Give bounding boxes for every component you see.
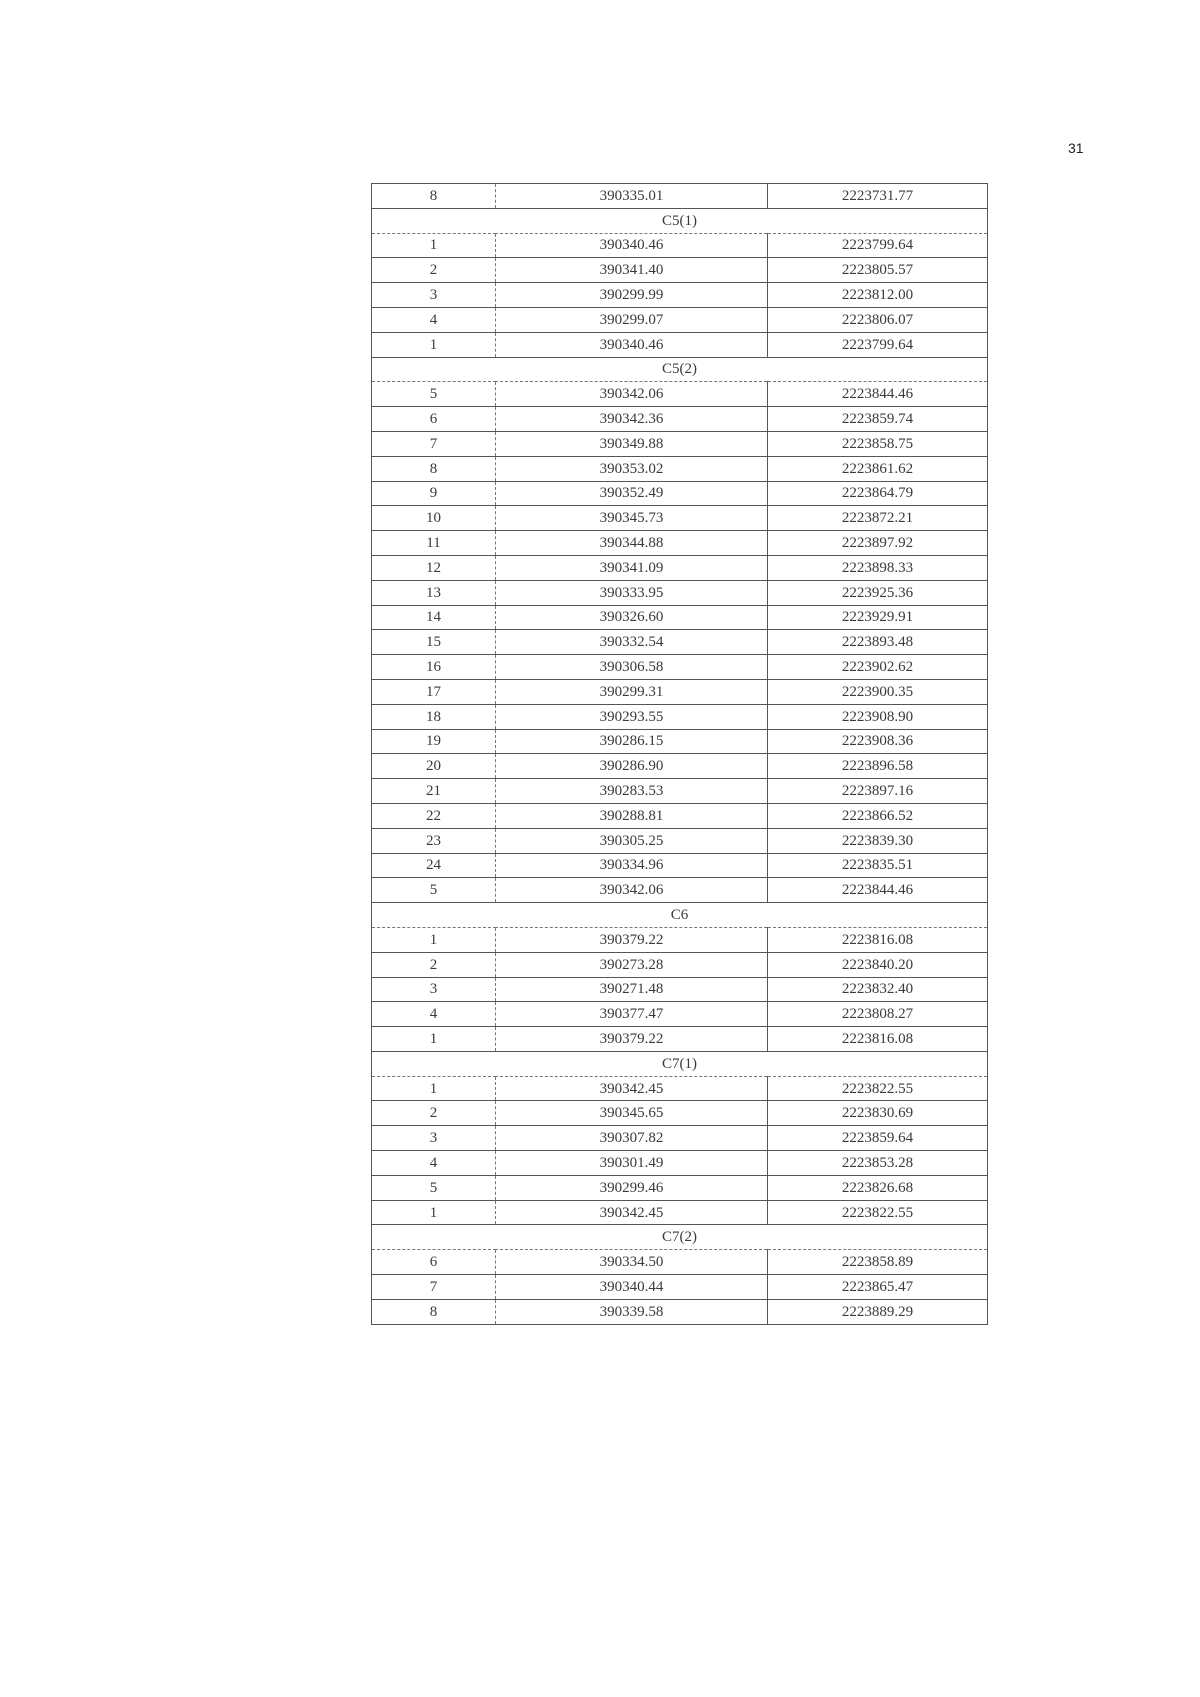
point-number-cell: 5 [372,878,496,903]
point-number-cell: 8 [372,456,496,481]
table-row [372,952,988,977]
table-row [372,506,988,531]
y-coordinate-cell: 2223864.79 [768,481,988,506]
point-number-cell: 7 [372,1275,496,1300]
y-coordinate-cell: 2223908.90 [768,704,988,729]
y-coordinate-cell: 2223872.21 [768,506,988,531]
y-coordinate-cell: 2223861.62 [768,456,988,481]
y-coordinate-cell: 2223858.75 [768,431,988,456]
point-number-cell: 9 [372,481,496,506]
table-row [372,977,988,1002]
y-coordinate-cell: 2223859.64 [768,1126,988,1151]
point-number-cell: 20 [372,754,496,779]
point-number-cell: 13 [372,580,496,605]
section-label: C5(1) [372,208,988,233]
y-coordinate-cell: 2223925.36 [768,580,988,605]
point-number-cell: 17 [372,679,496,704]
x-coordinate-cell: 390340.46 [496,332,768,357]
point-number-cell: 1 [372,1200,496,1225]
y-coordinate-cell: 2223865.47 [768,1275,988,1300]
x-coordinate-cell: 390299.46 [496,1175,768,1200]
table-row [372,382,988,407]
y-coordinate-cell: 2223822.55 [768,1200,988,1225]
y-coordinate-cell: 2223839.30 [768,828,988,853]
y-coordinate-cell: 2223835.51 [768,853,988,878]
table-row [372,555,988,580]
y-coordinate-cell: 2223859.74 [768,407,988,432]
coordinates-table-body [372,184,988,1325]
x-coordinate-cell: 390334.50 [496,1250,768,1275]
y-coordinate-cell: 2223816.08 [768,1027,988,1052]
y-coordinate-cell: 2223805.57 [768,258,988,283]
x-coordinate-cell: 390341.09 [496,555,768,580]
x-coordinate-cell: 390353.02 [496,456,768,481]
point-number-cell: 24 [372,853,496,878]
y-coordinate-cell: 2223840.20 [768,952,988,977]
section-header-row [372,208,988,233]
x-coordinate-cell: 390299.07 [496,307,768,332]
point-number-cell: 4 [372,1151,496,1176]
x-coordinate-cell: 390332.54 [496,630,768,655]
x-coordinate-cell: 390340.46 [496,233,768,258]
table-row [372,1126,988,1151]
x-coordinate-cell: 390299.31 [496,679,768,704]
x-coordinate-cell: 390342.45 [496,1200,768,1225]
table-row [372,803,988,828]
table-row [372,1200,988,1225]
point-number-cell: 3 [372,283,496,308]
y-coordinate-cell: 2223858.89 [768,1250,988,1275]
point-number-cell: 2 [372,1101,496,1126]
table-row [372,630,988,655]
x-coordinate-cell: 390379.22 [496,927,768,952]
table-row [372,184,988,209]
y-coordinate-cell: 2223799.64 [768,332,988,357]
table-row [372,481,988,506]
x-coordinate-cell: 390377.47 [496,1002,768,1027]
table-row [372,1002,988,1027]
point-number-cell: 22 [372,803,496,828]
x-coordinate-cell: 390286.90 [496,754,768,779]
point-number-cell: 1 [372,332,496,357]
table-row [372,1027,988,1052]
x-coordinate-cell: 390273.28 [496,952,768,977]
x-coordinate-cell: 390342.45 [496,1076,768,1101]
table-row [372,779,988,804]
y-coordinate-cell: 2223889.29 [768,1299,988,1324]
y-coordinate-cell: 2223893.48 [768,630,988,655]
y-coordinate-cell: 2223808.27 [768,1002,988,1027]
point-number-cell: 1 [372,1076,496,1101]
table-row [372,828,988,853]
table-row [372,1151,988,1176]
table-row [372,456,988,481]
table-row [372,878,988,903]
x-coordinate-cell: 390352.49 [496,481,768,506]
x-coordinate-cell: 390339.58 [496,1299,768,1324]
section-label: C6 [372,903,988,928]
x-coordinate-cell: 390345.65 [496,1101,768,1126]
y-coordinate-cell: 2223822.55 [768,1076,988,1101]
point-number-cell: 5 [372,382,496,407]
point-number-cell: 1 [372,1027,496,1052]
section-label: C7(1) [372,1051,988,1076]
point-number-cell: 23 [372,828,496,853]
point-number-cell: 3 [372,1126,496,1151]
point-number-cell: 4 [372,1002,496,1027]
x-coordinate-cell: 390342.06 [496,878,768,903]
point-number-cell: 3 [372,977,496,1002]
table-row [372,704,988,729]
y-coordinate-cell: 2223896.58 [768,754,988,779]
x-coordinate-cell: 390293.55 [496,704,768,729]
page-number: 31 [1068,140,1084,156]
x-coordinate-cell: 390283.53 [496,779,768,804]
section-header-row [372,1225,988,1250]
x-coordinate-cell: 390305.25 [496,828,768,853]
x-coordinate-cell: 390345.73 [496,506,768,531]
section-header-row [372,1051,988,1076]
x-coordinate-cell: 390334.96 [496,853,768,878]
x-coordinate-cell: 390307.82 [496,1126,768,1151]
x-coordinate-cell: 390344.88 [496,531,768,556]
table-row [372,531,988,556]
point-number-cell: 16 [372,655,496,680]
table-row [372,307,988,332]
point-number-cell: 6 [372,1250,496,1275]
point-number-cell: 21 [372,779,496,804]
table-row [372,1076,988,1101]
x-coordinate-cell: 390349.88 [496,431,768,456]
section-header-row [372,357,988,382]
y-coordinate-cell: 2223844.46 [768,382,988,407]
y-coordinate-cell: 2223866.52 [768,803,988,828]
point-number-cell: 15 [372,630,496,655]
x-coordinate-cell: 390340.44 [496,1275,768,1300]
point-number-cell: 1 [372,927,496,952]
point-number-cell: 1 [372,233,496,258]
table-row [372,1275,988,1300]
y-coordinate-cell: 2223897.92 [768,531,988,556]
table-row [372,655,988,680]
table-row [372,927,988,952]
x-coordinate-cell: 390326.60 [496,605,768,630]
table-row [372,431,988,456]
x-coordinate-cell: 390333.95 [496,580,768,605]
y-coordinate-cell: 2223897.16 [768,779,988,804]
table-row [372,1175,988,1200]
point-number-cell: 10 [372,506,496,531]
x-coordinate-cell: 390288.81 [496,803,768,828]
table-row [372,853,988,878]
table-row [372,754,988,779]
point-number-cell: 19 [372,729,496,754]
table-row [372,233,988,258]
y-coordinate-cell: 2223731.77 [768,184,988,209]
table-row [372,1299,988,1324]
point-number-cell: 11 [372,531,496,556]
point-number-cell: 18 [372,704,496,729]
x-coordinate-cell: 390379.22 [496,1027,768,1052]
y-coordinate-cell: 2223853.28 [768,1151,988,1176]
point-number-cell: 2 [372,258,496,283]
y-coordinate-cell: 2223812.00 [768,283,988,308]
y-coordinate-cell: 2223900.35 [768,679,988,704]
table-row [372,1101,988,1126]
y-coordinate-cell: 2223844.46 [768,878,988,903]
table-row [372,283,988,308]
y-coordinate-cell: 2223908.36 [768,729,988,754]
point-number-cell: 2 [372,952,496,977]
x-coordinate-cell: 390342.36 [496,407,768,432]
x-coordinate-cell: 390286.15 [496,729,768,754]
x-coordinate-cell: 390342.06 [496,382,768,407]
point-number-cell: 7 [372,431,496,456]
point-number-cell: 8 [372,184,496,209]
table-row [372,729,988,754]
point-number-cell: 12 [372,555,496,580]
x-coordinate-cell: 390271.48 [496,977,768,1002]
x-coordinate-cell: 390306.58 [496,655,768,680]
x-coordinate-cell: 390299.99 [496,283,768,308]
table-row [372,407,988,432]
y-coordinate-cell: 2223806.07 [768,307,988,332]
section-header-row [372,903,988,928]
table-row [372,258,988,283]
section-label: C7(2) [372,1225,988,1250]
section-label: C5(2) [372,357,988,382]
y-coordinate-cell: 2223898.33 [768,555,988,580]
point-number-cell: 6 [372,407,496,432]
table-row [372,1250,988,1275]
x-coordinate-cell: 390301.49 [496,1151,768,1176]
point-number-cell: 5 [372,1175,496,1200]
y-coordinate-cell: 2223902.62 [768,655,988,680]
point-number-cell: 14 [372,605,496,630]
y-coordinate-cell: 2223832.40 [768,977,988,1002]
x-coordinate-cell: 390341.40 [496,258,768,283]
y-coordinate-cell: 2223826.68 [768,1175,988,1200]
table-row [372,332,988,357]
y-coordinate-cell: 2223830.69 [768,1101,988,1126]
coordinates-table [371,183,988,1325]
x-coordinate-cell: 390335.01 [496,184,768,209]
point-number-cell: 8 [372,1299,496,1324]
table-row [372,605,988,630]
y-coordinate-cell: 2223816.08 [768,927,988,952]
point-number-cell: 4 [372,307,496,332]
table-row [372,580,988,605]
y-coordinate-cell: 2223799.64 [768,233,988,258]
y-coordinate-cell: 2223929.91 [768,605,988,630]
table-row [372,679,988,704]
